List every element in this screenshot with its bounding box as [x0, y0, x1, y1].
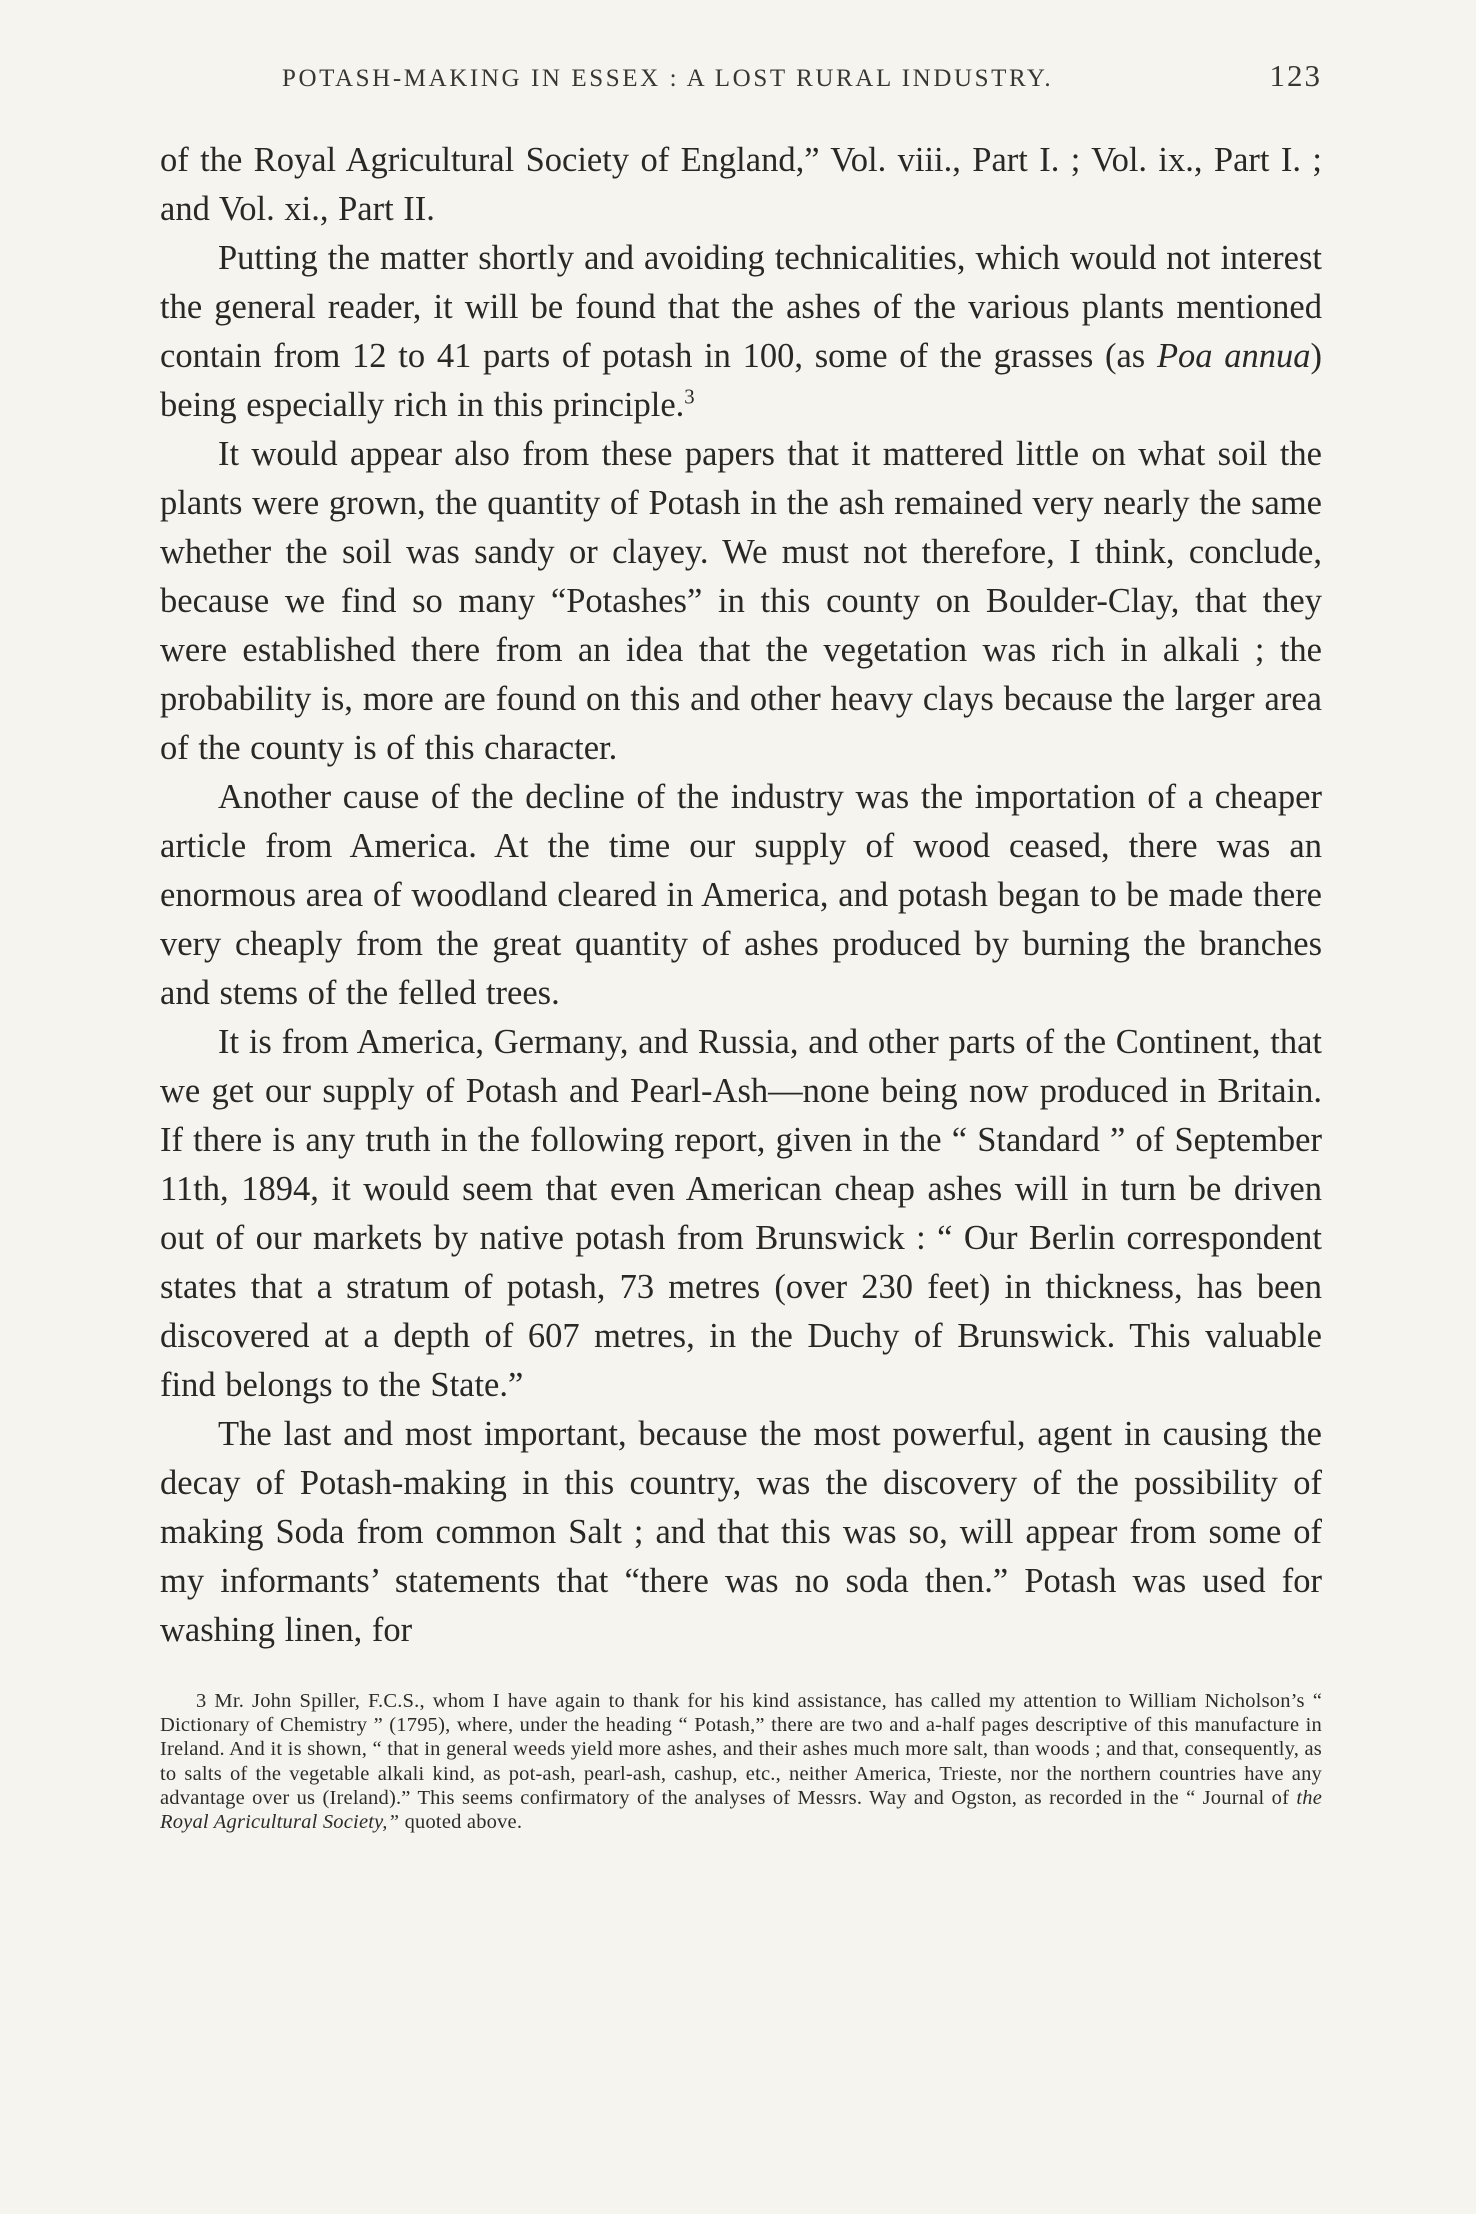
footnote	[160, 1689, 1322, 1834]
footnote-number: 3	[196, 1690, 207, 1712]
page-number: 123	[1269, 58, 1322, 93]
paragraph	[160, 234, 1322, 430]
footnote-citation: the Royal Agricultural Society,”	[160, 1786, 1322, 1834]
footnote-text: quoted above.	[399, 1811, 523, 1834]
paragraph-text: Putting the matter shortly and avoiding technicalities, which would not interest the general reader, it will be found that the ashes of the various plants mentioned contain from 12 to 41 parts of potash in 100, some of the grasses (as	[160, 239, 1322, 375]
book-page	[160, 58, 1322, 1834]
running-header	[282, 58, 1322, 108]
footnote-ref: 3	[684, 386, 695, 409]
paragraph: The last and most important, because the most powerful, agent in causing the decay of Potash-making in this country, was the discovery of the possibility of making Soda from common Salt ; and that this was so, will appear from some of my informants’ statements that “there was no soda then.” Potash was used for washing linen, for	[160, 1415, 1322, 1649]
footnote-text: Mr. John Spiller, F.C.S., whom I have again to thank for his kind assistance, has called my attention to William Nicholson’s “ Dictionary of Chemistry ” (1795), where, under the heading “ Potash,” there are two and a-half pages descriptive of this manufacture in Ireland. And it is shown, “ that in general weeds yield more ashes, and their ashes much more salt, than woods ; and that, consequently, as to salts of the vegetable alkali kind, as pot-ash, pearl-ash, cashup, etc., neither America, Trieste, nor the northern countries have any advantage over us (Ireland).” This seems confirmatory of the analyses of Messrs. Way and Ogston, as recorded in the “ Journal of	[160, 1690, 1322, 1809]
paragraph: It is from America, Germany, and Russia, and other parts of the Continent, that we get our supply of Potash and Pearl-Ash—none being now produced in Britain. If there is any truth in the following report, given in the “ Standard ” of September 11th, 1894, it would seem that even American cheap ashes will in turn be driven out of our markets by native potash from Brunswick : “ Our Berlin correspondent states that a stratum of potash, 73 metres (over 230 feet) in thickness, has been discovered at a depth of 607 metres, in the Duchy of Brunswick. This valuable find belongs to the State.”	[160, 1023, 1322, 1404]
running-title: POTASH-MAKING IN ESSEX : A LOST RURAL INDUSTRY.	[282, 65, 1054, 92]
paragraph: Another cause of the decline of the industry was the importation of a cheaper article from America. At the time our supply of wood ceased, there was an enormous area of woodland cleared in America, and potash began to be made there very cheaply from the great quantity of ashes produced by burning the branches and stems of the felled trees.	[160, 778, 1322, 1012]
paragraph-text: ) being especially rich in this principle.	[160, 337, 1322, 424]
paragraph: It would appear also from these papers that it mattered little on what soil the plants were grown, the quantity of Potash in the ash remained very nearly the same whether the soil was sandy or clayey. We must not therefore, I think, conclude, because we find so many “Potashes” in this county on Boulder-Clay, that they were established there from an idea that the vegetation was rich in alkali ; the probability is, more are found on this and other heavy clays because the larger area of the county is of this character.	[160, 435, 1322, 767]
paragraph-continued: of the Royal Agricultural Society of England,” Vol. viii., Part I. ; Vol. ix., Part I. ; and Vol. xi., Part II.	[160, 141, 1322, 228]
body-text	[160, 136, 1322, 1655]
species-name: Poa annua	[1156, 337, 1311, 375]
